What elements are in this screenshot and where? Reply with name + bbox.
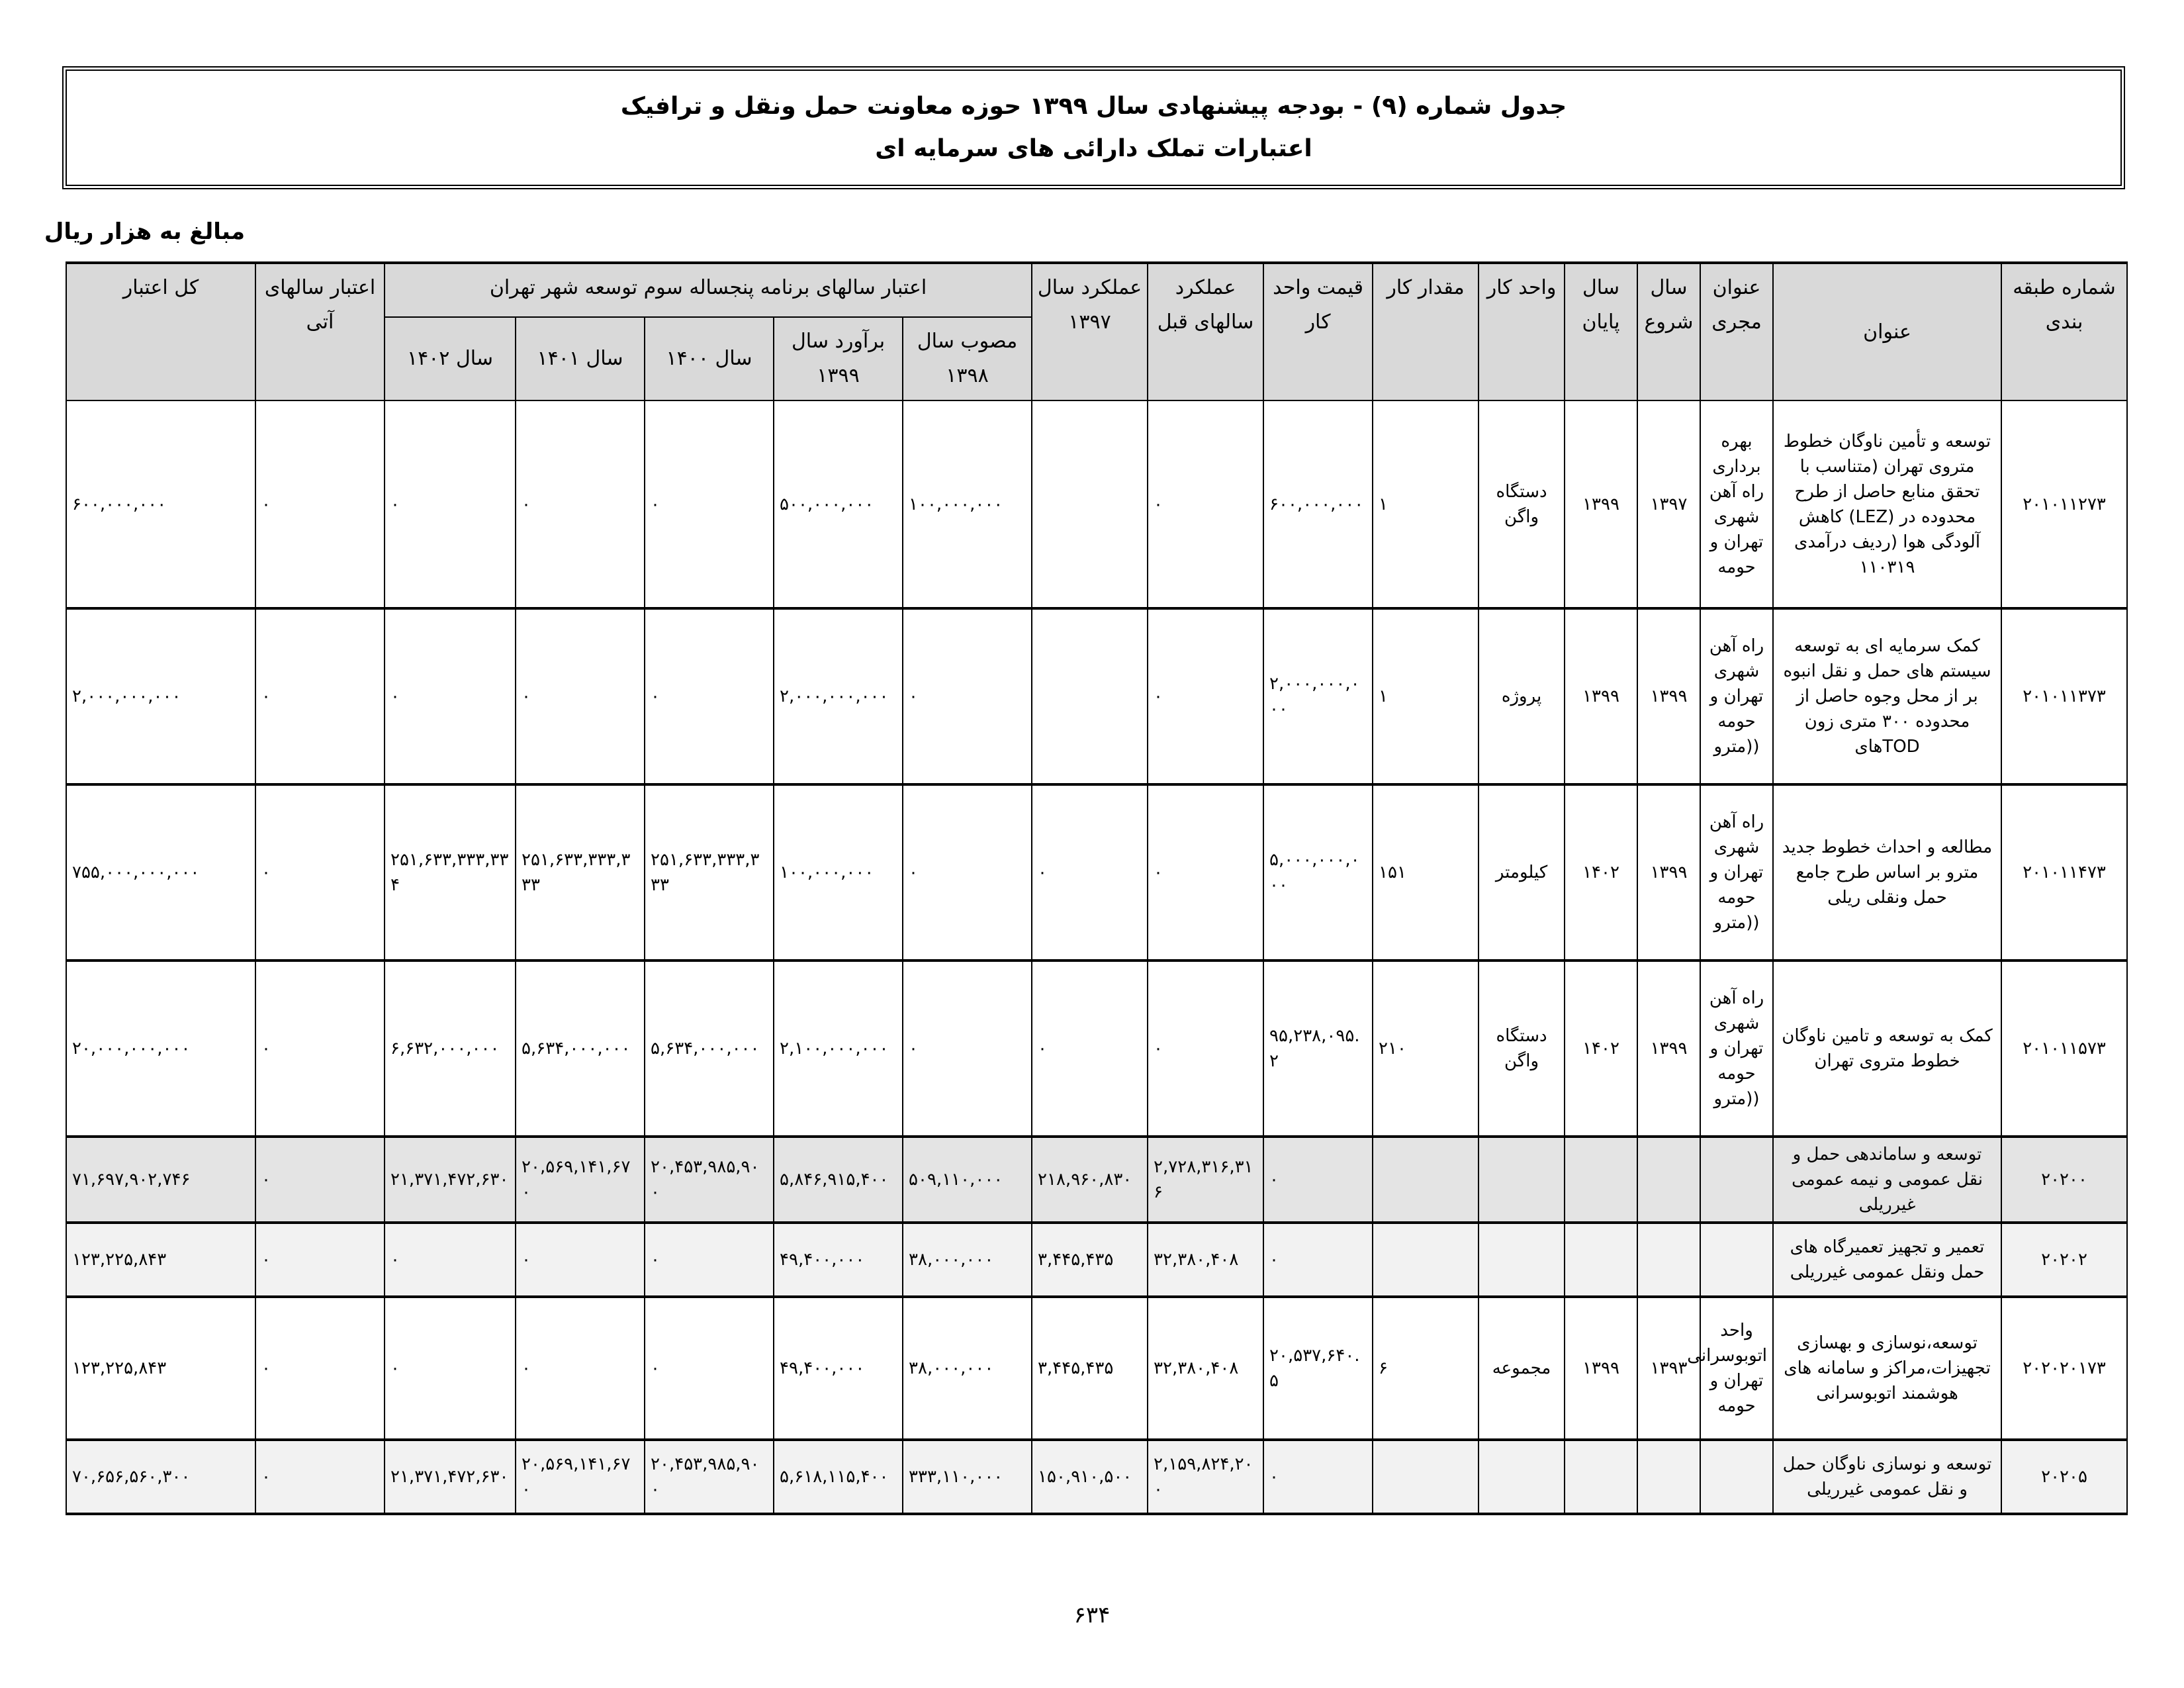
table-body [66, 400, 2127, 1514]
table-header [66, 263, 2127, 400]
cell-year-1401: ۲۵۱,۶۳۳,۳۳۳,۳۳۳ [516, 784, 645, 961]
cell-year-1400: ۰ [645, 1223, 774, 1297]
cell-approved-1398: ۳۳۳,۱۱۰,۰۰۰ [903, 1440, 1032, 1514]
cell-work-unit: مجموعه [1479, 1297, 1565, 1440]
cell-year-1400: ۰ [645, 1297, 774, 1440]
cell-code: ۲۰۱۰۱۱۲۷۳ [2001, 400, 2127, 608]
cell-work-unit: کیلومتر [1479, 784, 1565, 961]
cell-estimate-1399: ۵۰۰,۰۰۰,۰۰۰ [774, 400, 903, 608]
cell-future-years: ۰ [255, 961, 385, 1137]
cell-unit-price: ۶۰۰,۰۰۰,۰۰۰ [1263, 400, 1373, 608]
cell-year-1400: ۲۰,۴۵۳,۹۸۵,۹۰۰ [645, 1440, 774, 1514]
cell-work-unit: دستگاه واگن [1479, 400, 1565, 608]
cell-unit-price: ۹۵,۲۳۸,۰۹۵.۲ [1263, 961, 1373, 1137]
cell-total-credit: ۱۲۳,۲۲۵,۸۴۳ [66, 1297, 255, 1440]
cell-estimate-1399: ۵,۸۴۶,۹۱۵,۴۰۰ [774, 1137, 903, 1223]
cell-year-1402: ۲۵۱,۶۳۳,۳۳۳,۳۳۴ [385, 784, 516, 961]
cell-end-year [1565, 1440, 1637, 1514]
cell-work-unit [1479, 1223, 1565, 1297]
title-box [62, 66, 2125, 189]
cell-approved-1398: ۱۰۰,۰۰۰,۰۰۰ [903, 400, 1032, 608]
header-code: شماره طبقه بندی [2001, 263, 2127, 400]
cell-prior-performance: ۰ [1148, 961, 1263, 1137]
cell-total-credit: ۲,۰۰۰,۰۰۰,۰۰۰ [66, 608, 255, 784]
cell-estimate-1399: ۲,۱۰۰,۰۰۰,۰۰۰ [774, 961, 903, 1137]
cell-code: ۲۰۱۰۱۱۵۷۳ [2001, 961, 2127, 1137]
header-executor: عنوان مجری [1700, 263, 1773, 400]
cell-title: توسعه و تأمین ناوگان خطوط متروی تهران (متناسب با تحقق منابع حاصل از طرح محدوده در (LEZ) کاهش آلودگی هوا (ردیف درآمدی ۱۱۰۳۱۹ [1773, 400, 2001, 608]
cell-end-year: ۱۳۹۹ [1565, 400, 1637, 608]
header-performance-1397: عملکرد سال ۱۳۹۷ [1032, 263, 1148, 400]
cell-title: توسعه،نوسازی و بهسازی تجهیزات،مراکز و سامانه های هوشمند اتوبوسرانی [1773, 1297, 2001, 1440]
cell-prior-performance: ۰ [1148, 608, 1263, 784]
cell-total-credit: ۷۰,۶۵۶,۵۶۰,۳۰۰ [66, 1440, 255, 1514]
cell-estimate-1399: ۴۹,۴۰۰,۰۰۰ [774, 1223, 903, 1297]
cell-executor: راه آهن شهری تهران و حومه ((مترو [1700, 961, 1773, 1137]
cell-work-unit [1479, 1440, 1565, 1514]
cell-title: توسعه و نوسازی ناوگان حمل و نقل عمومی غیرریلی [1773, 1440, 2001, 1514]
cell-total-credit: ۱۲۳,۲۲۵,۸۴۳ [66, 1223, 255, 1297]
cell-year-1401: ۲۰,۵۶۹,۱۴۱,۶۷۰ [516, 1137, 645, 1223]
cell-executor: واحد اتوبوسرانی تهران و حومه [1700, 1297, 1773, 1440]
table-row [66, 608, 2127, 784]
cell-code: ۲۰۲۰۲۰۱۷۳ [2001, 1297, 2127, 1440]
table-row [66, 961, 2127, 1137]
cell-prior-performance: ۰ [1148, 784, 1263, 961]
cell-start-year: ۱۳۹۹ [1637, 784, 1700, 961]
cell-future-years: ۰ [255, 784, 385, 961]
cell-total-credit: ۲۰,۰۰۰,۰۰۰,۰۰۰ [66, 961, 255, 1137]
cell-unit-price: ۰ [1263, 1137, 1373, 1223]
cell-estimate-1399: ۱۰۰,۰۰۰,۰۰۰ [774, 784, 903, 961]
cell-year-1401: ۰ [516, 1297, 645, 1440]
cell-start-year: ۱۳۹۷ [1637, 400, 1700, 608]
cell-total-credit: ۶۰۰,۰۰۰,۰۰۰ [66, 400, 255, 608]
header-work-qty: مقدار کار [1373, 263, 1479, 400]
cell-end-year: ۱۴۰۲ [1565, 784, 1637, 961]
cell-start-year: ۱۳۹۹ [1637, 608, 1700, 784]
cell-year-1402: ۲۱,۳۷۱,۴۷۲,۶۳۰ [385, 1440, 516, 1514]
cell-executor: راه آهن شهری تهران و حومه ((مترو [1700, 608, 1773, 784]
cell-approved-1398: ۳۸,۰۰۰,۰۰۰ [903, 1223, 1032, 1297]
cell-work-unit [1479, 1137, 1565, 1223]
cell-year-1400: ۲۰,۴۵۳,۹۸۵,۹۰۰ [645, 1137, 774, 1223]
cell-unit-price: ۲,۰۰۰,۰۰۰,۰۰۰ [1263, 608, 1373, 784]
header-year-1401: سال ۱۴۰۱ [516, 317, 645, 400]
cell-future-years: ۰ [255, 1440, 385, 1514]
cell-performance-1397: ۰ [1032, 784, 1148, 961]
cell-code: ۲۰۱۰۱۱۴۷۳ [2001, 784, 2127, 961]
cell-start-year [1637, 1440, 1700, 1514]
cell-year-1402: ۰ [385, 608, 516, 784]
header-year-1402: سال ۱۴۰۲ [385, 317, 516, 400]
cell-year-1400: ۲۵۱,۶۳۳,۳۳۳,۳۳۳ [645, 784, 774, 961]
cell-title: کمک سرمایه ای به توسعه سیستم های حمل و نقل انبوه بر از محل وجوه حاصل از محدوده ۳۰۰ متری زون TODهای [1773, 608, 2001, 784]
cell-executor [1700, 1223, 1773, 1297]
cell-year-1402: ۰ [385, 400, 516, 608]
cell-work-unit: پروژه [1479, 608, 1565, 784]
cell-approved-1398: ۰ [903, 608, 1032, 784]
cell-future-years: ۰ [255, 608, 385, 784]
cell-year-1401: ۰ [516, 608, 645, 784]
cell-performance-1397: ۱۵۰,۹۱۰,۵۰۰ [1032, 1440, 1148, 1514]
cell-total-credit: ۷۵۵,۰۰۰,۰۰۰,۰۰۰ [66, 784, 255, 961]
cell-year-1401: ۰ [516, 1223, 645, 1297]
cell-title: توسعه و ساماندهی حمل و نقل عمومی و نیمه عمومی غیرریلی [1773, 1137, 2001, 1223]
cell-end-year: ۱۳۹۹ [1565, 608, 1637, 784]
cell-estimate-1399: ۵,۶۱۸,۱۱۵,۴۰۰ [774, 1440, 903, 1514]
cell-year-1400: ۵,۶۳۴,۰۰۰,۰۰۰ [645, 961, 774, 1137]
cell-start-year [1637, 1137, 1700, 1223]
cell-code: ۲۰۲۰۲ [2001, 1223, 2127, 1297]
header-prior-performance: عملکرد سالهای قبل [1148, 263, 1263, 400]
cell-performance-1397 [1032, 400, 1148, 608]
table-row [66, 784, 2127, 961]
cell-unit-price: ۰ [1263, 1223, 1373, 1297]
cell-start-year: ۱۳۹۳ [1637, 1297, 1700, 1440]
header-estimate-1399: برآورد سال ۱۳۹۹ [774, 317, 903, 400]
cell-estimate-1399: ۲,۰۰۰,۰۰۰,۰۰۰ [774, 608, 903, 784]
cell-work-qty: ۲۱۰ [1373, 961, 1479, 1137]
cell-approved-1398: ۰ [903, 784, 1032, 961]
cell-executor: راه آهن شهری تهران و حومه ((مترو [1700, 784, 1773, 961]
currency-unit-note: مبالغ به هزار ریال [44, 218, 245, 245]
table-row [66, 1223, 2127, 1297]
cell-title: تعمیر و تجهیز تعمیرگاه های حمل ونقل عمومی غیرریلی [1773, 1223, 2001, 1297]
cell-future-years: ۰ [255, 1137, 385, 1223]
cell-year-1400: ۰ [645, 400, 774, 608]
header-start-year: سال شروع [1637, 263, 1700, 400]
cell-work-qty: ۱ [1373, 608, 1479, 784]
cell-approved-1398: ۵۰۹,۱۱۰,۰۰۰ [903, 1137, 1032, 1223]
cell-work-qty [1373, 1223, 1479, 1297]
cell-year-1402: ۰ [385, 1223, 516, 1297]
cell-work-qty: ۱ [1373, 400, 1479, 608]
table-subtitle: اعتبارات تملک دارائی های سرمایه ای [875, 135, 1312, 162]
cell-approved-1398: ۰ [903, 961, 1032, 1137]
header-year-1400: سال ۱۴۰۰ [645, 317, 774, 400]
header-title: عنوان [1773, 263, 2001, 400]
cell-performance-1397: ۰ [1032, 961, 1148, 1137]
table-row [66, 400, 2127, 608]
header-unit-price: قیمت واحد کار [1263, 263, 1373, 400]
cell-year-1402: ۲۱,۳۷۱,۴۷۲,۶۳۰ [385, 1137, 516, 1223]
cell-unit-price: ۵,۰۰۰,۰۰۰,۰۰۰ [1263, 784, 1373, 961]
cell-end-year [1565, 1137, 1637, 1223]
budget-table [66, 261, 2128, 1515]
cell-year-1402: ۰ [385, 1297, 516, 1440]
cell-unit-price: ۲۰,۵۳۷,۶۴۰.۵ [1263, 1297, 1373, 1440]
cell-executor [1700, 1440, 1773, 1514]
cell-prior-performance: ۰ [1148, 400, 1263, 608]
header-work-unit: واحد کار [1479, 263, 1565, 400]
cell-code: ۲۰۲۰۵ [2001, 1440, 2127, 1514]
cell-year-1400: ۰ [645, 608, 774, 784]
cell-future-years: ۰ [255, 400, 385, 608]
cell-end-year: ۱۴۰۲ [1565, 961, 1637, 1137]
cell-performance-1397: ۳,۴۴۵,۴۳۵ [1032, 1223, 1148, 1297]
cell-future-years: ۰ [255, 1297, 385, 1440]
header-approved-1398: مصوب سال ۱۳۹۸ [903, 317, 1032, 400]
cell-approved-1398: ۳۸,۰۰۰,۰۰۰ [903, 1297, 1032, 1440]
cell-year-1402: ۶,۶۳۲,۰۰۰,۰۰۰ [385, 961, 516, 1137]
cell-prior-performance: ۳۲,۳۸۰,۴۰۸ [1148, 1223, 1263, 1297]
cell-performance-1397 [1032, 608, 1148, 784]
cell-prior-performance: ۳۲,۳۸۰,۴۰۸ [1148, 1297, 1263, 1440]
cell-work-qty: ۱۵۱ [1373, 784, 1479, 961]
header-future-years: اعتبار سالهای آتی [255, 263, 385, 400]
cell-work-unit: دستگاه واگن [1479, 961, 1565, 1137]
cell-executor [1700, 1137, 1773, 1223]
cell-start-year: ۱۳۹۹ [1637, 961, 1700, 1137]
cell-performance-1397: ۳,۴۴۵,۴۳۵ [1032, 1297, 1148, 1440]
cell-executor: بهره برداری راه آهن شهری تهران و حومه [1700, 400, 1773, 608]
cell-end-year [1565, 1223, 1637, 1297]
cell-code: ۲۰۱۰۱۱۳۷۳ [2001, 608, 2127, 784]
cell-code: ۲۰۲۰۰ [2001, 1137, 2127, 1223]
cell-start-year [1637, 1223, 1700, 1297]
cell-end-year: ۱۳۹۹ [1565, 1297, 1637, 1440]
table-row [66, 1137, 2127, 1223]
cell-future-years: ۰ [255, 1223, 385, 1297]
table-row [66, 1440, 2127, 1514]
cell-year-1401: ۲۰,۵۶۹,۱۴۱,۶۷۰ [516, 1440, 645, 1514]
table-title: جدول شماره (۹) - بودجه پیشنهادی سال ۱۳۹۹ حوزه معاونت حمل ونقل و ترافیک [620, 93, 1567, 120]
cell-unit-price: ۰ [1263, 1440, 1373, 1514]
cell-estimate-1399: ۴۹,۴۰۰,۰۰۰ [774, 1297, 903, 1440]
cell-total-credit: ۷۱,۶۹۷,۹۰۲,۷۴۶ [66, 1137, 255, 1223]
cell-year-1401: ۵,۶۳۴,۰۰۰,۰۰۰ [516, 961, 645, 1137]
cell-work-qty [1373, 1440, 1479, 1514]
cell-prior-performance: ۲,۱۵۹,۸۲۴,۲۰۰ [1148, 1440, 1263, 1514]
header-end-year: سال پایان [1565, 263, 1637, 400]
cell-title: کمک به توسعه و تامین ناوگان خطوط متروی تهران [1773, 961, 2001, 1137]
cell-year-1401: ۰ [516, 400, 645, 608]
page-number: ۶۳۴ [1073, 1602, 1111, 1628]
cell-work-qty [1373, 1137, 1479, 1223]
header-plan-group: اعتبار سالهای برنامه پنجساله سوم توسعه شهر تهران [385, 263, 1032, 317]
cell-work-qty: ۶ [1373, 1297, 1479, 1440]
header-total-credit: کل اعتبار [66, 263, 255, 400]
cell-title: مطالعه و احداث خطوط جدید مترو بر اساس طرح جامع حمل ونقلی ریلی [1773, 784, 2001, 961]
table-row [66, 1297, 2127, 1440]
cell-performance-1397: ۲۱۸,۹۶۰,۸۳۰ [1032, 1137, 1148, 1223]
cell-prior-performance: ۲,۷۲۸,۳۱۶,۳۱۶ [1148, 1137, 1263, 1223]
